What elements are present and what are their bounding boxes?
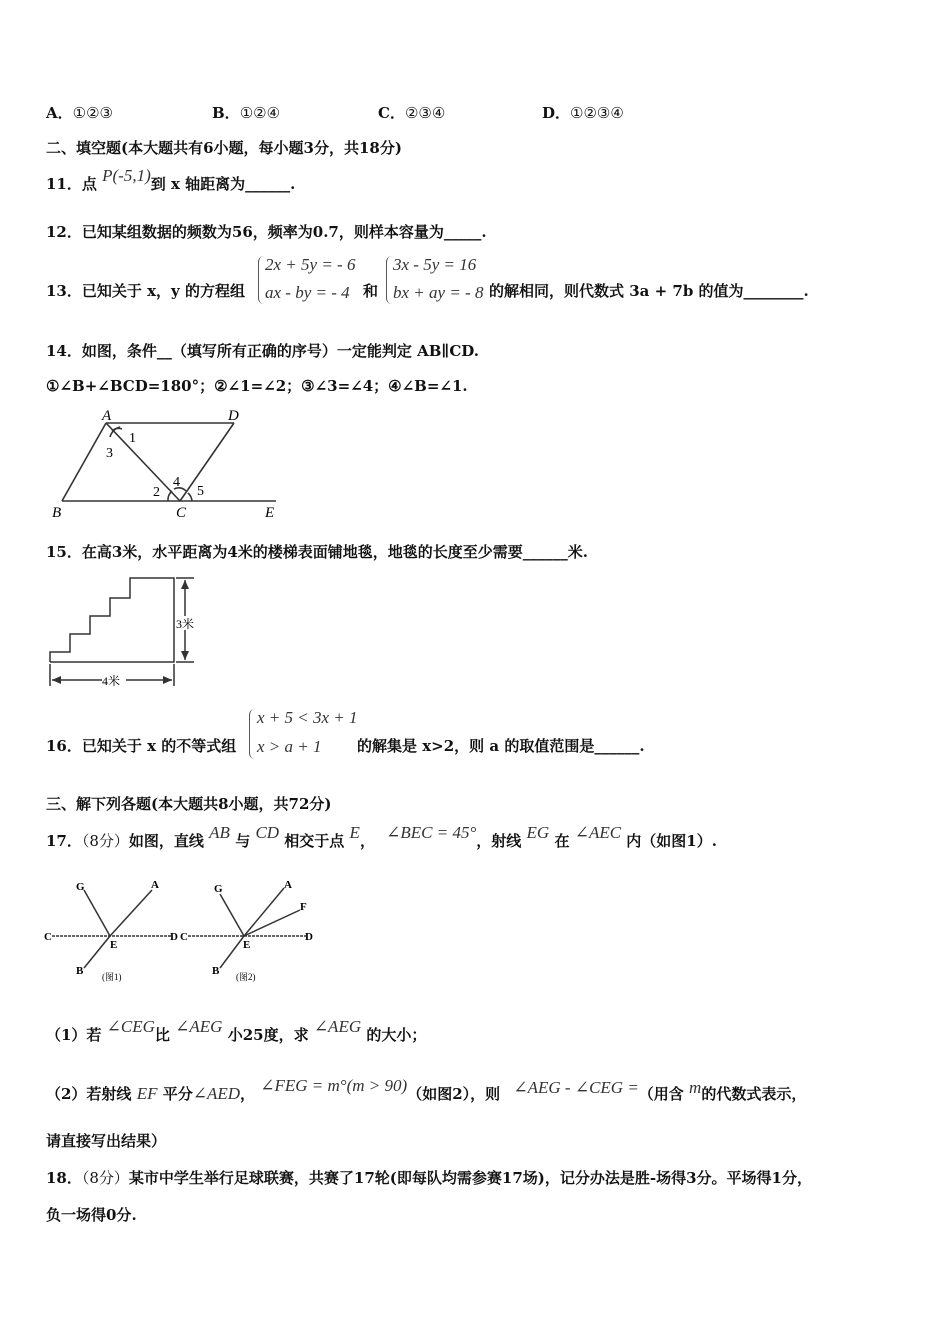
- angle-1: 1: [129, 431, 136, 446]
- svg-text:A: A: [151, 879, 159, 891]
- q15-figure: [44, 572, 214, 694]
- question-12: 12．已知某组数据的频数为56，频率为0.7，则样本容量为_____.: [46, 223, 487, 241]
- option-d: D．①②③④: [542, 104, 624, 122]
- inequality-1: x + 5 < 3x + 1: [257, 708, 358, 727]
- q14-conditions: ①∠B+∠BCD=180°；②∠1=∠2；③∠3=∠4；④∠B=∠1.: [46, 377, 468, 395]
- question-11: 11．点 P(-5,1)到 x 轴距离为______.: [46, 166, 296, 193]
- label-a: A: [102, 408, 112, 424]
- angle-5: 5: [197, 484, 204, 499]
- svg-text:D: D: [170, 931, 178, 943]
- svg-text:A: A: [284, 879, 292, 891]
- label-d: D: [228, 408, 239, 424]
- brace: [249, 709, 256, 759]
- question-18: 18．（8分）某市中学生举行足球联赛，共赛了17轮(即每队均需参赛17场)，记分办法是胜-场得3分。平场得1分，: [46, 1169, 812, 1187]
- svg-text:B: B: [76, 965, 84, 977]
- q17-part-1: （1）若 ∠CEG比 ∠AEG 小25度，求 ∠AEG 的大小；: [46, 1017, 427, 1044]
- system1-eq1: 2x + 5y = - 6: [265, 255, 356, 274]
- system2-eq2: bx + ay = - 8: [393, 283, 484, 302]
- label-e: E: [265, 505, 275, 521]
- question-17: 17．（8分）如图，直线 AB 与 CD 相交于点 E， ∠BEC = 45°，射线 EG 在 ∠AEC 内（如图1）.: [46, 823, 717, 850]
- svg-text:F: F: [300, 901, 307, 913]
- svg-text:C: C: [44, 931, 52, 943]
- svg-text:D: D: [305, 931, 313, 943]
- svg-text:G: G: [214, 883, 223, 895]
- q17-part-2: （2）若射线 EF 平分∠AED， ∠FEG = m°(m > 90)（如图2），则 ∠AEG - ∠CEG =（用含 m的代数式表示，: [46, 1076, 807, 1103]
- q17-figure-1: [42, 876, 182, 986]
- question-13-tail: 的解相同，则代数式 3a + 7b 的值为________.: [489, 282, 809, 300]
- question-16-lead: 16．已知关于 x 的不等式组: [46, 737, 237, 755]
- brace: [258, 256, 265, 304]
- svg-text:(图2): (图2): [236, 972, 256, 982]
- brace: [386, 256, 393, 304]
- question-18-cont: 负一场得0分.: [46, 1206, 137, 1224]
- q14-figure: [40, 405, 300, 523]
- section3-heading: 三、解下列各题(本大题共8小题，共72分): [46, 795, 332, 813]
- svg-text:B: B: [212, 965, 220, 977]
- svg-text:C: C: [180, 931, 188, 943]
- system2-eq1: 3x - 5y = 16: [393, 255, 477, 274]
- svg-text:(图1): (图1): [102, 972, 122, 982]
- angle-2: 2: [153, 485, 160, 500]
- svg-text:E: E: [243, 939, 251, 951]
- section2-heading: 二、填空题(本大题共有6小题，每小题3分，共18分): [46, 139, 402, 157]
- q17-part-2-cont: 请直接写出结果）: [46, 1132, 167, 1150]
- question-13-lead: 13．已知关于 x，y 的方程组: [46, 282, 245, 300]
- question-15: 15．在高3米，水平距离为4米的楼梯表面铺地毯，地毯的长度至少需要______米.: [46, 543, 588, 561]
- angle-3: 3: [106, 446, 113, 461]
- inequality-2: x > a + 1: [257, 737, 322, 756]
- option-a: A．①②③: [46, 104, 113, 122]
- q17-figure-2: [180, 876, 330, 986]
- q13-and: 和: [363, 282, 379, 300]
- option-b: B．①②④: [212, 104, 281, 122]
- point-p: P(-5,1): [102, 166, 151, 185]
- svg-text:E: E: [110, 939, 118, 951]
- width-label: 4米: [102, 674, 121, 688]
- option-c: C．②③④: [378, 104, 446, 122]
- svg-text:G: G: [76, 881, 85, 893]
- label-b: B: [52, 505, 62, 521]
- angle-4: 4: [173, 475, 180, 490]
- question-16-tail: 的解集是 x>2，则 a 的取值范围是______.: [357, 737, 645, 755]
- system1-eq2: ax - by = - 4: [265, 283, 350, 302]
- label-c: C: [176, 505, 187, 521]
- question-14: 14．如图，条件__（填写所有正确的序号）一定能判定 AB∥CD.: [46, 342, 479, 360]
- height-label: 3米: [176, 617, 195, 631]
